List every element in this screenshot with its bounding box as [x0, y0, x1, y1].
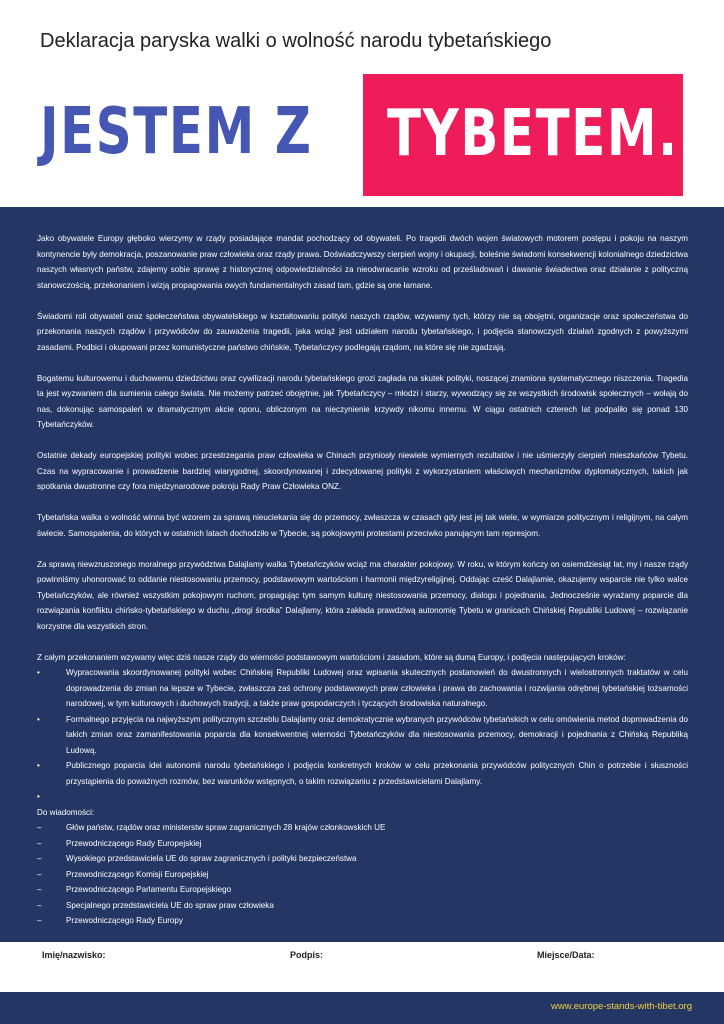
step-item: • Publicznego poparcia idei autonomii narodu tybetańskiego i podjęcia konkretnych kroków w celu przekonania przywódców politycznych Chin o potrzebie i słuszności przystąpienia do poważnych rozmów, bez warunków wstępnych, o takim rozwiązaniu z przedstawicielami Dalajlamy. [37, 758, 688, 789]
cc-item: – Przewodniczącego Parlamentu Europejskiego [37, 882, 688, 898]
signature-row [0, 942, 724, 992]
cc-label: Do wiadomości: [37, 807, 95, 817]
paragraph-1: Jako obywatele Europy głęboko wierzymy w rządy posiadające mandat pochodzący od obywateli. Po tragedii dwóch wojen światowych motorem postępu i pokoju na naszym kontynencie były demokracja, poszanowanie praw człowieka oraz rządy prawa. Doświadczywszy cierpień wojny i okupacji, boleśnie świadomi konsekwencji kolonialnego dziedzictwa naszych własnych państw, zdajemy sobie sprawę z historycznej odpowiedzialności za nieodwracanie wzroku od prześladowań i dawanie świadectwa oraz działanie z polityczną stanowczością, przekonaniem i wizją propagowania owych fundamentalnych zasad tam, gdzie są one łamane. [37, 234, 688, 290]
headline-left: JESTEM Z [40, 95, 313, 169]
signature-label: Podpis: [290, 950, 323, 960]
cc-item: – Przewodniczącego Komisji Europejskiej [37, 867, 688, 883]
declaration-body [37, 231, 688, 929]
headline-right-block [363, 74, 683, 196]
paragraph-2: Świadomi roli obywateli oraz społeczeństwa obywatelskiego w kształtowaniu polityki naszych rządów, wzywamy tych, którzy nie są obojętni, organizacje oraz społeczeństwa do przekonania naszych rządów i przywódców do zauważenia tragedii, jaka wciąż jest udziałem narodu tybetańskiego, i podjęcia stanowczych działań zgodnych z powyższymi zasadami. Podbici i okupowani przez komunistyczne państwo chińskie, Tybetańczycy podlegają rządom, na które się nie zgadzają. [37, 311, 688, 352]
paragraph-6: Za sprawą niewzruszonego moralnego przywództwa Dalajlamy walka Tybetańczyków wciąż ma charakter pokojowy. W roku, w którym kończy on osiemdziesiąt lat, my i nasze rządy powinniśmy uhonorować to oddanie niestosowaniu przemocy, podstawowym wartościom i harmonii międzyreligijnej. Oddając cześć Dalajlamie, okazujemy wsparcie nie tylko walce Tybetańczyków, ale również wszystkim pokojowym ruchom, propagując tym samym kulturę niestosowania przemocy, dialogu i pojednania. Jednocześnie wyrażamy poparcie dla rozwiązania konfliktu chińsko-tybetańskiego w duchu „drogi środka” Dalajlamy, która zakłada prawdziwą autonomię Tybetu w granicach Chińskiej Republiki Ludowej – rozwiązanie korzystne dla wszystkich stron. [37, 559, 688, 631]
bottom-bar [0, 992, 724, 1024]
paragraph-3: Bogatemu kulturowemu i duchowemu dziedzictwu oraz cywilizacji narodu tybetańskiego grozi zagłada na skutek polityki, noszącej znamiona systematycznego niszczenia. Tragedia ta jest wyzwaniem dla sumienia całego świata. Nie możemy patrzeć obojętnie, jak Tybetańczycy – młodzi i starzy, wywodzący się ze wszystkich środowisk społecznych – wołają do nas, dokonując samospaleń w dramatycznym akcie oporu, obliczonym na nieczynienie krzywdy nikomu innemu. W ciągu ostatnich czterech lat podpaliło się ponad 130 Tybetańczyków. [37, 373, 688, 429]
paragraph-5: Tybetańska walka o wolność winna być wzorem za sprawą nieuciekania się do przemocy, zwłaszcza w czasach gdy jest jej tak wiele, w wymiarze politycznym i religijnym, na całym świecie. Samospalenia, do których w ostatnich latach dochodziło w Tybecie, są pokojowymi protestami przeciwko panującym tam represjom. [37, 513, 688, 538]
step-item-empty [37, 789, 688, 805]
step-item: • Wypracowania skoordynowanej polityki wobec Chińskiej Republiki Ludowej oraz wpisania skutecznych postanowień do dwustronnych i wielostronnych traktatów w celu doprowadzenia do zmian na lepsze w Tybecie, zwłaszcza zaś ochrony podstawowych praw człowieka i prawa do zachowania i rozwijania odrębnej tybetańskiej tożsamości narodowej, w tym kulturowych i duchowych tradycji, a także praw gospodarczych i tyczących środowiska naturalnego. [37, 665, 688, 712]
declaration-panel [0, 207, 724, 942]
paragraph-4: Ostatnie dekady europejskiej polityki wobec przestrzegania praw człowieka w Chinach przyniosły niewiele wymiernych rezultatów i nie uśmierzyły cierpień mieszkańców Tybetu. Czas na wypracowanie i prowadzenie bardziej wiarygodnej, skoordynowanej i zdecydowanej polityki z wykorzystaniem właściwych mechanizmów dyplomatycznych, takich jak spotkania dwustronne czy fora międzynarodowe pokroju Rady Praw Człowieka ONZ. [37, 451, 688, 491]
cc-item: – Przewodniczącego Rady Europy [37, 913, 688, 929]
cc-item: – Przewodniczącego Rady Europejskiej [37, 836, 688, 852]
steps-intro: Z całym przekonaniem wzywamy więc dziś nasze rządy do wierności podstawowym wartościom i zasadom, które są dumą Europy, i podjęcia następujących kroków: [37, 652, 626, 662]
name-label: Imię/nazwisko: [42, 950, 106, 960]
cc-item: – Specjalnego przedstawiciela UE do spraw praw człowieka [37, 898, 688, 914]
steps-list [37, 665, 688, 805]
website-link[interactable]: www.europe-stands-with-tibet.org [551, 1001, 692, 1012]
cc-item: – Głów państw, rządów oraz ministerstw spraw zagranicznych 28 krajów członkowskich UE [37, 820, 688, 836]
cc-list [37, 820, 688, 929]
place-date-label: Miejsce/Data: [537, 950, 595, 960]
step-item: • Formalnego przyjęcia na najwyższym politycznym szczeblu Dalajlamy oraz demokratycznie wybranych przywódców tybetańskich w celu omówienia metod doprowadzenia do takich zmian oraz zamanifestowania poparcia dla konsekwentnej wierności Tybetańczyków dla niestosowania przemocy, demokracji i pojednania z Chińską Republiką Ludową. [37, 712, 688, 759]
headline-right: TYBETEM. [387, 97, 679, 171]
page-subtitle: Deklaracja paryska walki o wolność narodu tybetańskiego [40, 30, 552, 52]
cc-item: – Wysokiego przedstawiciela UE do spraw zagranicznych i polityki bezpieczeństwa [37, 851, 688, 867]
